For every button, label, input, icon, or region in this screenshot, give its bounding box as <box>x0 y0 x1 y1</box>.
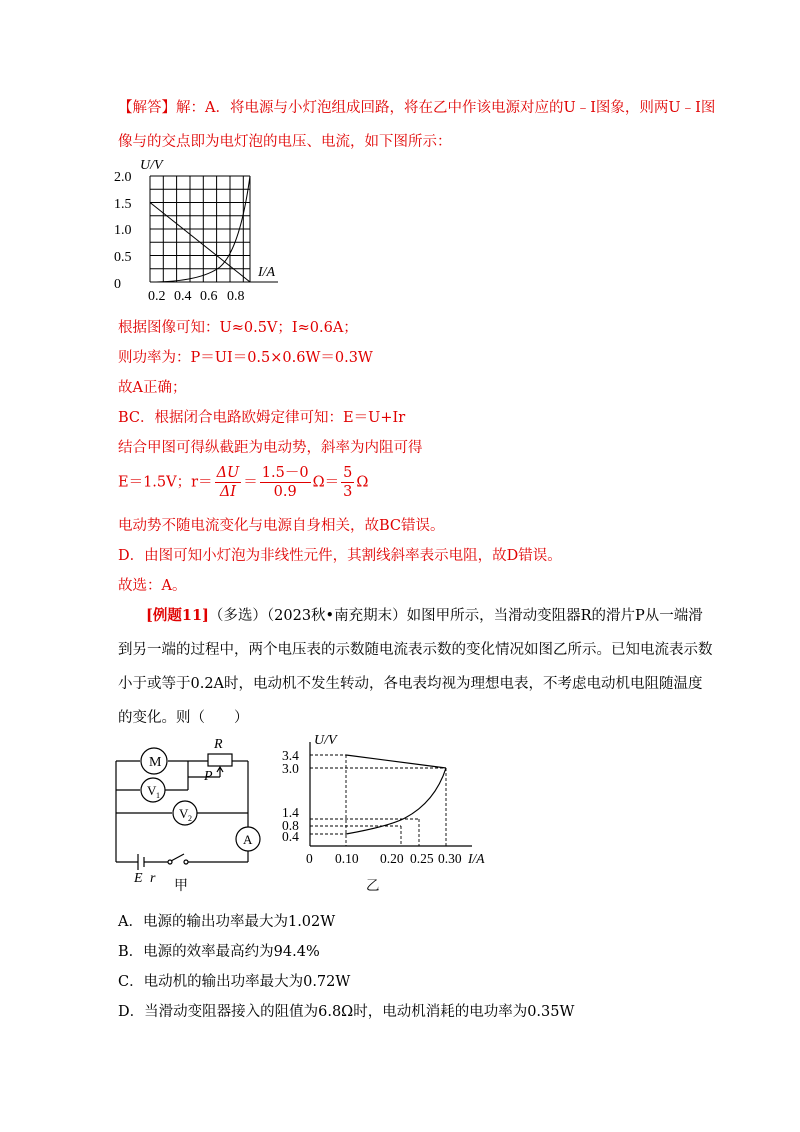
fraction-1-num: ΔU <box>216 465 240 481</box>
graph1-y-label: U/V <box>140 158 163 173</box>
answer-line-6: BC．根据闭合电路欧姆定律可知：E＝U+Ir <box>118 410 406 426</box>
graph2-y-tick-0: 3.4 <box>282 748 299 763</box>
example-text-1: 如图甲所示，当滑动变阻器R的滑片P从一端滑 <box>406 608 703 624</box>
graph2-y-tick-4: 0.4 <box>282 829 299 844</box>
answer-line-9: D．由图可知小灯泡为非线性元件，其割线斜率表示电阻，故D错误。 <box>118 548 562 564</box>
answer-line-5: 故A正确； <box>118 380 187 396</box>
formula-lead: E＝1.5V；r＝ <box>118 474 213 491</box>
fraction-3-den: 3 <box>343 484 353 500</box>
fraction-1-den: ΔI <box>219 484 237 500</box>
graph2-x-tick-4: 0.30 <box>438 851 462 866</box>
v2-sub: 2 <box>188 814 192 823</box>
ui-graph-2 <box>280 730 510 895</box>
slider-label: P <box>204 769 213 784</box>
ui-graph-1 <box>110 152 300 307</box>
graph1-x-tick-3: 0.8 <box>227 289 245 304</box>
graph1-y-tick-2: 1.0 <box>114 223 132 238</box>
graph1-x-tick-2: 0.6 <box>200 289 218 304</box>
circuit-caption: 甲 <box>174 879 188 894</box>
graph1-x-tick-0: 0.2 <box>148 289 166 304</box>
ammeter-label: A <box>243 832 253 847</box>
option-c: C．电动机的输出功率最大为0.72W <box>118 974 351 990</box>
answer-line-1 <box>118 98 715 118</box>
circuit-diagram <box>108 730 278 895</box>
graph2-caption: 乙 <box>366 878 380 893</box>
graph2-y-tick-2: 1.4 <box>282 805 299 820</box>
example-tag-1: （多选） <box>208 608 267 624</box>
formula-line <box>118 464 368 501</box>
answer-line-4: 则功率为：P＝UI＝0.5×0.6W＝0.3W <box>118 350 373 366</box>
fraction-2 <box>260 464 311 501</box>
answer-line-7: 结合甲图可得纵截距为电动势，斜率为内阻可得 <box>118 440 423 456</box>
fraction-2-num: 1.5－0 <box>261 465 309 481</box>
answer-line-2: 像与的交点即为电灯泡的电压、电流，如下图所示： <box>118 134 452 150</box>
answer-line-10: 故选：A。 <box>118 578 187 594</box>
graph1-y-tick-4: 0 <box>114 277 121 292</box>
fraction-1 <box>215 464 242 501</box>
graph1-y-tick-3: 0.5 <box>114 250 132 265</box>
example-tag-2: （2023秋•南充期末） <box>266 608 407 624</box>
graph1-x-label: I/A <box>258 265 276 280</box>
answer-text-1: 解：A．将电源与小灯泡组成回路，将在乙中作该电源对应的U﹣I图象，则两U﹣I图 <box>176 100 716 116</box>
v1-sub: 1 <box>156 791 160 800</box>
answer-line-8: 电动势不随电流变化与电源自身相关，故BC错误。 <box>118 518 445 534</box>
formula-eq: ＝ <box>243 474 258 491</box>
v2-label: V <box>179 806 189 821</box>
formula-unit-1: Ω＝ <box>312 474 340 491</box>
option-b: B．电源的效率最高约为94.4% <box>118 944 320 960</box>
option-a: A．电源的输出功率最大为1.02W <box>118 914 336 930</box>
fraction-3-num: 5 <box>343 465 353 481</box>
example-line-2: 到另一端的过程中，两个电压表的示数随电流表示数的变化情况如图乙所示。已知电流表示数 <box>118 642 713 658</box>
graph1-x-tick-1: 0.4 <box>174 289 192 304</box>
graph1-y-tick-1: 1.5 <box>114 197 132 212</box>
internal-r-label: r <box>150 871 156 886</box>
graph2-y-tick-3: 0.8 <box>282 818 299 833</box>
emf-label: E <box>134 871 143 886</box>
graph2-x-label: I/A <box>468 851 485 866</box>
graph2-x-tick-1: 0.10 <box>335 851 359 866</box>
example-line-4: 的变化。则（ ） <box>118 710 249 726</box>
fraction-3 <box>341 464 354 501</box>
example-line-1 <box>146 606 703 626</box>
graph2-y-tick-1: 3.0 <box>282 761 299 776</box>
v1-label: V <box>147 783 157 798</box>
graph2-y-label: U/V <box>314 733 337 748</box>
fraction-2-den: 0.9 <box>273 484 297 500</box>
graph2-x-tick-3: 0.25 <box>410 851 434 866</box>
formula-unit-2: Ω <box>356 474 369 491</box>
answer-tag: 【解答】 <box>118 100 176 116</box>
example-title: [例题11] <box>146 607 209 624</box>
motor-label: M <box>149 755 162 770</box>
option-d: D．当滑动变阻器接入的阻值为6.8Ω时，电动机消耗的电功率为0.35W <box>118 1004 575 1020</box>
graph2-x-tick-0: 0 <box>306 851 313 866</box>
answer-line-3: 根据图像可知：U≈0.5V；I≈0.6A； <box>118 320 358 336</box>
example-line-3: 小于或等于0.2A时，电动机不发生转动，各电表均视为理想电表，不考虑电动机电阻随温度 <box>118 676 703 692</box>
rheostat-label: R <box>214 737 223 752</box>
graph1-y-tick-0: 2.0 <box>114 170 132 185</box>
graph2-x-tick-2: 0.20 <box>380 851 404 866</box>
